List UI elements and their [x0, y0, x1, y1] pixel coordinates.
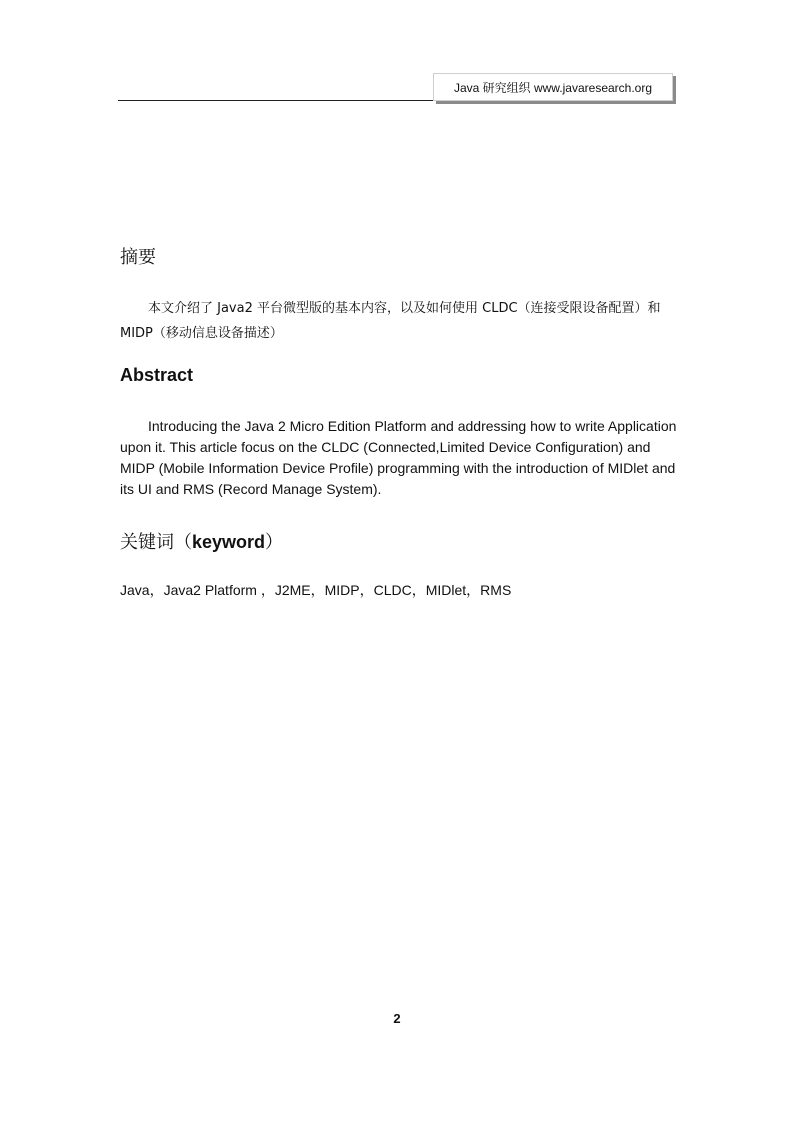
abstract-en-heading: Abstract	[120, 365, 194, 385]
header-site-label: Java 研究组织 www.javaresearch.org	[433, 73, 673, 101]
abstract-cn-heading: 摘要	[120, 247, 156, 268]
abstract-en-body: Introducing the Java 2 Micro Edition Platform and addressing how to write Application upon it. This article focus on the CLDC (Connected,Limited Device Configuration) and MIDP (Mobile Information Device Profile) programming with the introduction of MIDlet and its UI and RMS (Record Manage System).	[120, 418, 677, 497]
keywords-heading	[120, 528, 283, 554]
page-number: 2	[393, 1011, 401, 1026]
keywords-heading-en: keyword	[192, 532, 266, 552]
keywords-heading-close: ）	[265, 532, 284, 553]
keywords-list: Java，Java2 Platform ，J2ME，MIDP，CLDC，MIDlet，RMS	[120, 582, 512, 598]
keywords-heading-cn: 关键词（	[120, 532, 192, 553]
abstract-cn-body: 本文介绍了 Java2 平台微型版的基本内容，以及如何使用 CLDC（连接受限设备配置）和 MIDP（移动信息设备描述）	[120, 301, 661, 341]
